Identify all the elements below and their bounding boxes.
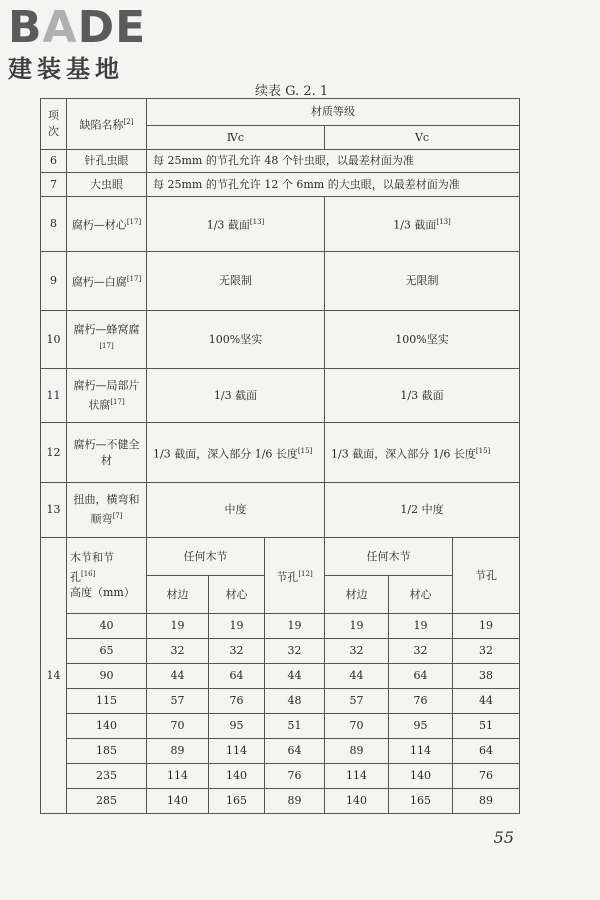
defect-name: 腐朽—不健全材 xyxy=(67,423,147,483)
knot-data-row xyxy=(41,789,520,814)
item-no: 12 xyxy=(41,423,67,483)
knot-data-row xyxy=(41,739,520,764)
item-no: 11 xyxy=(41,369,67,423)
item-no: 8 xyxy=(41,197,67,252)
defect-name: 腐朽—白腐[17] xyxy=(67,252,147,311)
any-knot-header-2: 任何木节 xyxy=(325,538,453,576)
knot-value: 64 xyxy=(265,739,325,764)
knot-data-row xyxy=(41,664,520,689)
knot-height: 285 xyxy=(67,789,147,814)
edge-header-1: 材边 xyxy=(147,576,209,614)
brand-letter-a: A xyxy=(42,2,78,53)
defect-name: 腐朽—材心[17] xyxy=(67,197,147,252)
knot-value: 32 xyxy=(265,639,325,664)
item-no: 7 xyxy=(41,173,67,197)
item-no: 6 xyxy=(41,150,67,173)
defect-name: 腐朽—局部片状腐[17] xyxy=(67,369,147,423)
defect-name: 大虫眼 xyxy=(67,173,147,197)
knot-data-row xyxy=(41,639,520,664)
knot-value: 89 xyxy=(147,739,209,764)
knot-value: 19 xyxy=(209,614,265,639)
knot-value: 64 xyxy=(389,664,453,689)
knot-value: 70 xyxy=(147,714,209,739)
spanning-requirement: 每 25mm 的节孔允许 48 个针虫眼，以最差材面为准 xyxy=(147,150,520,173)
header-grade-1: Ⅳc xyxy=(147,126,325,150)
knot-height: 90 xyxy=(67,664,147,689)
knot-value: 57 xyxy=(147,689,209,714)
knot-value: 76 xyxy=(265,764,325,789)
item-no: 13 xyxy=(41,483,67,538)
table-row xyxy=(41,311,520,369)
knot-height: 115 xyxy=(67,689,147,714)
grade-2-value: 1/2 中度 xyxy=(325,483,520,538)
knot-value: 32 xyxy=(209,639,265,664)
knot-value: 114 xyxy=(325,764,389,789)
knot-value: 51 xyxy=(453,714,520,739)
knot-value: 44 xyxy=(265,664,325,689)
item-no: 14 xyxy=(41,538,67,814)
knot-hole-header-2: 节孔 xyxy=(453,538,520,614)
knot-value: 44 xyxy=(453,689,520,714)
knot-value: 140 xyxy=(325,789,389,814)
knot-height: 40 xyxy=(67,614,147,639)
header-defect-name: 缺陷名称[2] xyxy=(67,99,147,150)
knot-value: 140 xyxy=(147,789,209,814)
knot-value: 165 xyxy=(209,789,265,814)
grade-1-value: 无限制 xyxy=(147,252,325,311)
knot-value: 32 xyxy=(325,639,389,664)
grade-1-value: 1/3 截面 xyxy=(147,369,325,423)
grade-2-value: 无限制 xyxy=(325,252,520,311)
knot-height: 140 xyxy=(67,714,147,739)
knot-value: 51 xyxy=(265,714,325,739)
header-grade-title: 材质等级 xyxy=(147,99,520,126)
knot-value: 140 xyxy=(209,764,265,789)
item-no: 10 xyxy=(41,311,67,369)
table-row xyxy=(41,423,520,483)
knot-value: 32 xyxy=(389,639,453,664)
knot-value: 57 xyxy=(325,689,389,714)
knot-value: 89 xyxy=(265,789,325,814)
grade-2-value: 1/3 截面[13] xyxy=(325,197,520,252)
knot-value: 95 xyxy=(209,714,265,739)
spanning-requirement: 每 25mm 的节孔允许 12 个 6mm 的大虫眼，以最差材面为准 xyxy=(147,173,520,197)
defect-name: 腐朽—蜂窝腐[17] xyxy=(67,311,147,369)
knot-value: 64 xyxy=(209,664,265,689)
knot-value: 114 xyxy=(147,764,209,789)
brand-letter-b: B xyxy=(8,2,43,53)
knot-value: 48 xyxy=(265,689,325,714)
knot-value: 95 xyxy=(389,714,453,739)
knot-value: 44 xyxy=(325,664,389,689)
header-grade-2: Ⅴc xyxy=(325,126,520,150)
knot-value: 19 xyxy=(265,614,325,639)
knot-value: 114 xyxy=(389,739,453,764)
knot-height: 235 xyxy=(67,764,147,789)
grade-2-value: 100%坚实 xyxy=(325,311,520,369)
knot-value: 76 xyxy=(209,689,265,714)
knot-value: 38 xyxy=(453,664,520,689)
knot-value: 165 xyxy=(389,789,453,814)
knot-value: 32 xyxy=(147,639,209,664)
knot-value: 114 xyxy=(209,739,265,764)
knot-value: 19 xyxy=(453,614,520,639)
brand-letters-de: DE xyxy=(77,2,147,53)
grade-1-value: 100%坚实 xyxy=(147,311,325,369)
brand-logo xyxy=(8,4,178,84)
defect-name: 针孔虫眼 xyxy=(67,150,147,173)
page-number: 55 xyxy=(493,828,514,847)
table-row xyxy=(41,197,520,252)
brand-chinese-name: 建装基地 xyxy=(8,55,124,83)
any-knot-header-1: 任何木节 xyxy=(147,538,265,576)
knot-value: 70 xyxy=(325,714,389,739)
table-row xyxy=(41,252,520,311)
knot-value: 32 xyxy=(453,639,520,664)
table-row xyxy=(41,369,520,423)
knot-hole-header-1: 节孔[12] xyxy=(265,538,325,614)
table-row xyxy=(41,150,520,173)
brand-wordmark xyxy=(8,4,178,52)
knot-height: 65 xyxy=(67,639,147,664)
core-header-2: 材心 xyxy=(389,576,453,614)
grade-1-value: 中度 xyxy=(147,483,325,538)
table-row xyxy=(41,483,520,538)
grade-2-value: 1/3 截面 xyxy=(325,369,520,423)
knot-value: 44 xyxy=(147,664,209,689)
grade-1-value: 1/3 截面，深入部分 1/6 长度[15] xyxy=(147,423,325,483)
grade-1-value: 1/3 截面[13] xyxy=(147,197,325,252)
knot-value: 64 xyxy=(453,739,520,764)
knot-value: 19 xyxy=(325,614,389,639)
knot-header-row-1 xyxy=(41,538,520,576)
knot-value: 76 xyxy=(389,689,453,714)
knot-value: 19 xyxy=(389,614,453,639)
table-caption: 续表 G. 2. 1 xyxy=(255,84,329,99)
defect-name: 扭曲，横弯和顺弯[7] xyxy=(67,483,147,538)
item-no: 9 xyxy=(41,252,67,311)
core-header-1: 材心 xyxy=(209,576,265,614)
knot-value: 19 xyxy=(147,614,209,639)
knot-data-row xyxy=(41,714,520,739)
defect-table xyxy=(40,98,520,814)
knot-value: 89 xyxy=(453,789,520,814)
header-item-no: 项次 xyxy=(41,99,67,150)
knot-data-row xyxy=(41,689,520,714)
table-row xyxy=(41,173,520,197)
table-header-row xyxy=(41,99,520,126)
edge-header-2: 材边 xyxy=(325,576,389,614)
knot-value: 89 xyxy=(325,739,389,764)
knot-data-row xyxy=(41,764,520,789)
knot-data-row xyxy=(41,614,520,639)
knot-height: 185 xyxy=(67,739,147,764)
knot-value: 140 xyxy=(389,764,453,789)
knot-defect-name: 木节和节 孔[16] 高度（mm） xyxy=(67,538,147,614)
grade-2-value: 1/3 截面，深入部分 1/6 长度[15] xyxy=(325,423,520,483)
knot-value: 76 xyxy=(453,764,520,789)
